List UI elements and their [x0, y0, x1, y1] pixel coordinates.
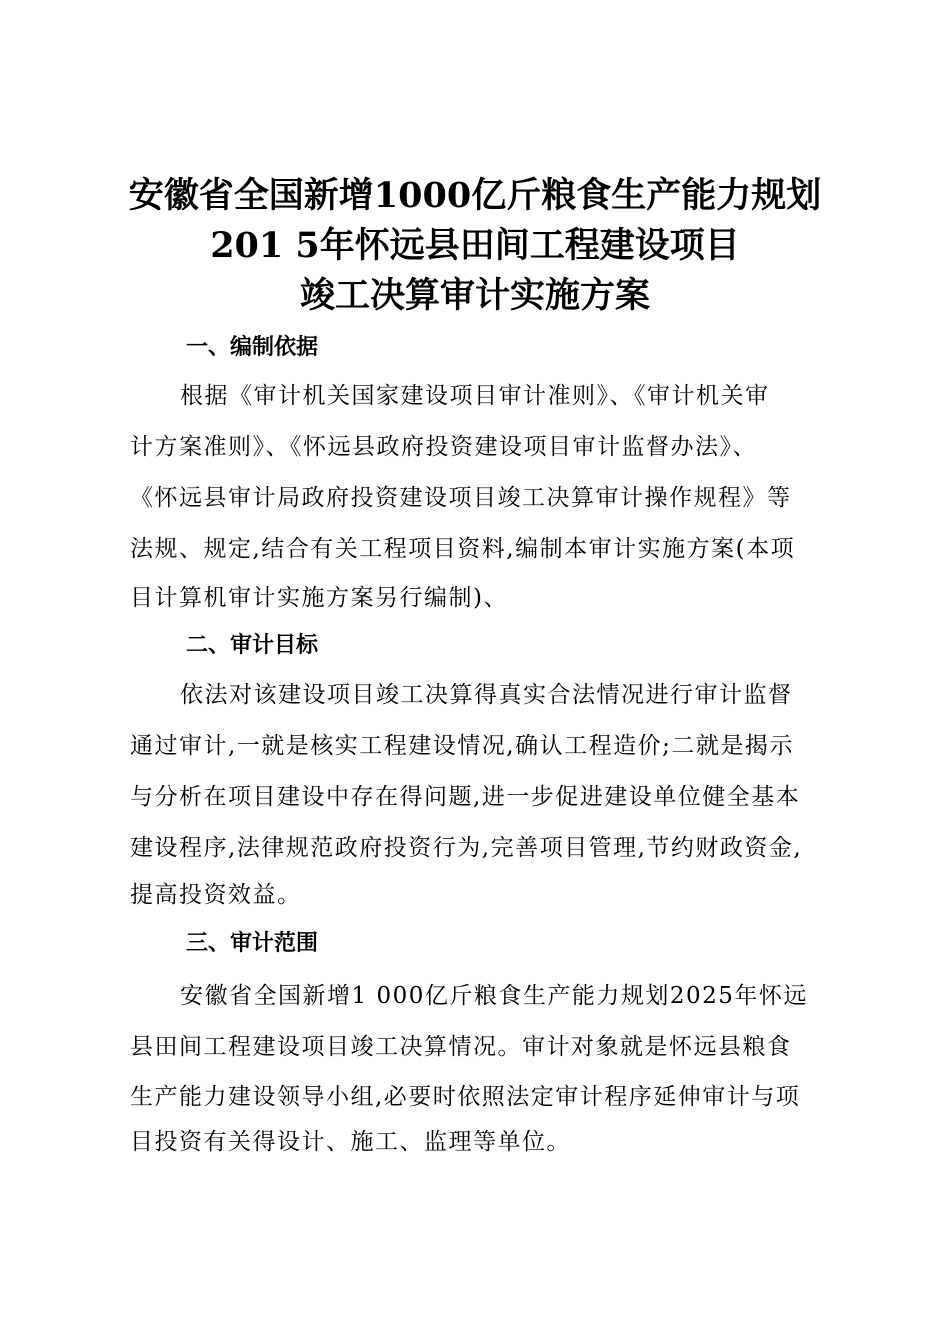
paragraph-line: 建设程序,法律规范政府投资行为,完善项目管理,节约财政资金,: [130, 835, 803, 861]
paragraph-line: 通过审计,一就是核实工程建设情况,确认工程造价;二就是揭示: [130, 733, 794, 759]
section-heading-basis: 一、编制依据: [186, 335, 319, 360]
paragraph-line: 生产能力建设领导小组,必要时依照法定审计程序延伸审计与项: [130, 1084, 801, 1110]
paragraph-line: 根据《审计机关国家建设项目审计准则》、《审计机关审: [180, 383, 770, 409]
section-heading-scope: 三、审计范围: [186, 931, 319, 956]
paragraph-line: 计方案准则》、《怀远县政府投资建设项目审计监督办法》、: [130, 434, 757, 460]
document-title-line-2: 201 5年怀远县田间工程建设项目: [210, 225, 740, 266]
document-title-line-1: 安徽省全国新增1000亿斤粮食生产能力规划: [128, 175, 822, 216]
paragraph-line: 《怀远县审计局政府投资建设项目竣工决算审计操作规程》等: [130, 485, 792, 511]
paragraph-line: 目计算机审计实施方案另行编制)、: [130, 585, 508, 611]
paragraph-line: 县田间工程建设项目竣工决算情况。审计对象就是怀远县粮食: [130, 1034, 792, 1060]
paragraph-line: 目投资有关得设计、施工、监理等单位。: [130, 1129, 571, 1155]
paragraph-line: 法规、规定,结合有关工程项目资料,编制本审计实施方案(本项: [130, 536, 796, 562]
paragraph-line: 安徽省全国新增1 000亿斤粮食生产能力规划2025年怀远: [180, 983, 808, 1009]
document-title-line-3: 竣工决算审计实施方案: [299, 275, 650, 316]
paragraph-line: 依法对该建设项目竣工决算得真实合法情况进行审计监督: [180, 682, 793, 708]
section-heading-objectives: 二、审计目标: [186, 633, 319, 658]
paragraph-line: 与分析在项目建设中存在得问题,进一步促进建设单位健全基本: [130, 784, 801, 810]
paragraph-line: 提高投资效益。: [130, 882, 302, 908]
